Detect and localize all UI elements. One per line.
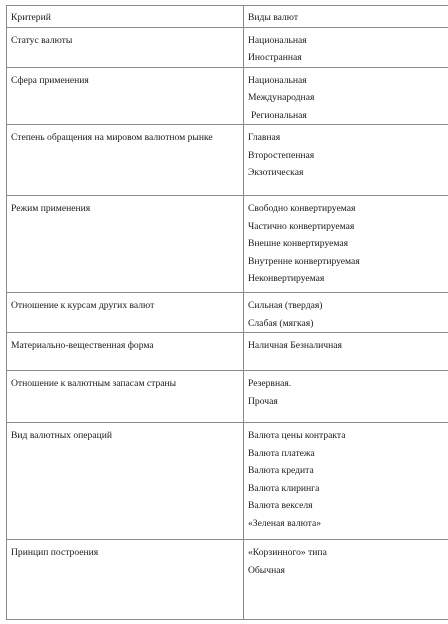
type-item: Экзотическая: [248, 167, 304, 178]
types-cell: [244, 333, 448, 371]
types-cell: [244, 67, 448, 125]
types-cell: [244, 423, 448, 540]
type-item: Региональная: [251, 109, 307, 121]
type-item: Валюта цены контракта: [248, 430, 346, 441]
type-item: Главная: [248, 132, 281, 143]
types-cell: [244, 125, 448, 196]
type-item: «Корзинного» типа: [248, 547, 327, 558]
table-row: [7, 540, 448, 620]
type-item: Обычная: [248, 564, 285, 576]
type-item: Прочая: [248, 395, 278, 407]
type-item: Валюта кредита: [248, 465, 314, 476]
type-item: Второстепенная: [248, 149, 315, 161]
type-item: Международная: [248, 92, 315, 103]
table-row: [7, 423, 448, 540]
header-criterion: Критерий: [7, 6, 244, 28]
type-item: Резервная.: [248, 378, 292, 389]
type-item: Частично конвертируемая: [248, 220, 355, 232]
type-item: Неконвертируемая: [248, 273, 325, 284]
types-cell: [244, 540, 448, 620]
type-item: Слабая (мягкая): [248, 317, 314, 329]
type-item: Сильная (твердая): [248, 300, 323, 311]
type-item: Национальная: [248, 74, 307, 86]
type-item: Валюта платежа: [248, 447, 315, 459]
table-header-row: [7, 6, 448, 28]
criterion-cell: Степень обращения на мировом валютном рынке: [7, 125, 244, 196]
criterion-cell: Режим применения: [7, 196, 244, 293]
types-cell: [244, 293, 448, 333]
type-item: Внутренне конвертируемая: [248, 255, 360, 267]
criterion-cell: Сфера применения: [7, 67, 244, 125]
criterion-cell: Отношение к валютным запасам страны: [7, 371, 244, 423]
table-row: [7, 333, 448, 371]
table-row: [7, 371, 448, 423]
type-item: Валюта клиринга: [248, 482, 320, 494]
criterion-cell: Вид валютных операций: [7, 423, 244, 540]
table-row: [7, 67, 448, 125]
table-row: [7, 125, 448, 196]
types-cell: [244, 27, 448, 67]
criterion-cell: Отношение к курсам других валют: [7, 293, 244, 333]
type-item: Иностранная: [248, 52, 302, 63]
table-row: [7, 196, 448, 293]
type-item: Наличная Безналичная: [248, 340, 342, 351]
currency-types-table: [6, 5, 448, 620]
type-item: Свободно конвертируемая: [248, 203, 356, 214]
criterion-cell: Принцип построения: [7, 540, 244, 620]
types-cell: [244, 371, 448, 423]
types-cell: [244, 196, 448, 293]
type-item: Национальная: [248, 34, 307, 46]
criterion-cell: Статус валюты: [7, 27, 244, 67]
type-item: «Зеленая валюта»: [248, 517, 322, 529]
table-row: [7, 293, 448, 333]
criterion-cell: Материально-вещественная форма: [7, 333, 244, 371]
table-row: [7, 27, 448, 67]
header-types: Виды валют: [244, 6, 448, 28]
type-item: Валюта векселя: [248, 500, 313, 511]
type-item: Внешне конвертируемая: [248, 238, 349, 249]
